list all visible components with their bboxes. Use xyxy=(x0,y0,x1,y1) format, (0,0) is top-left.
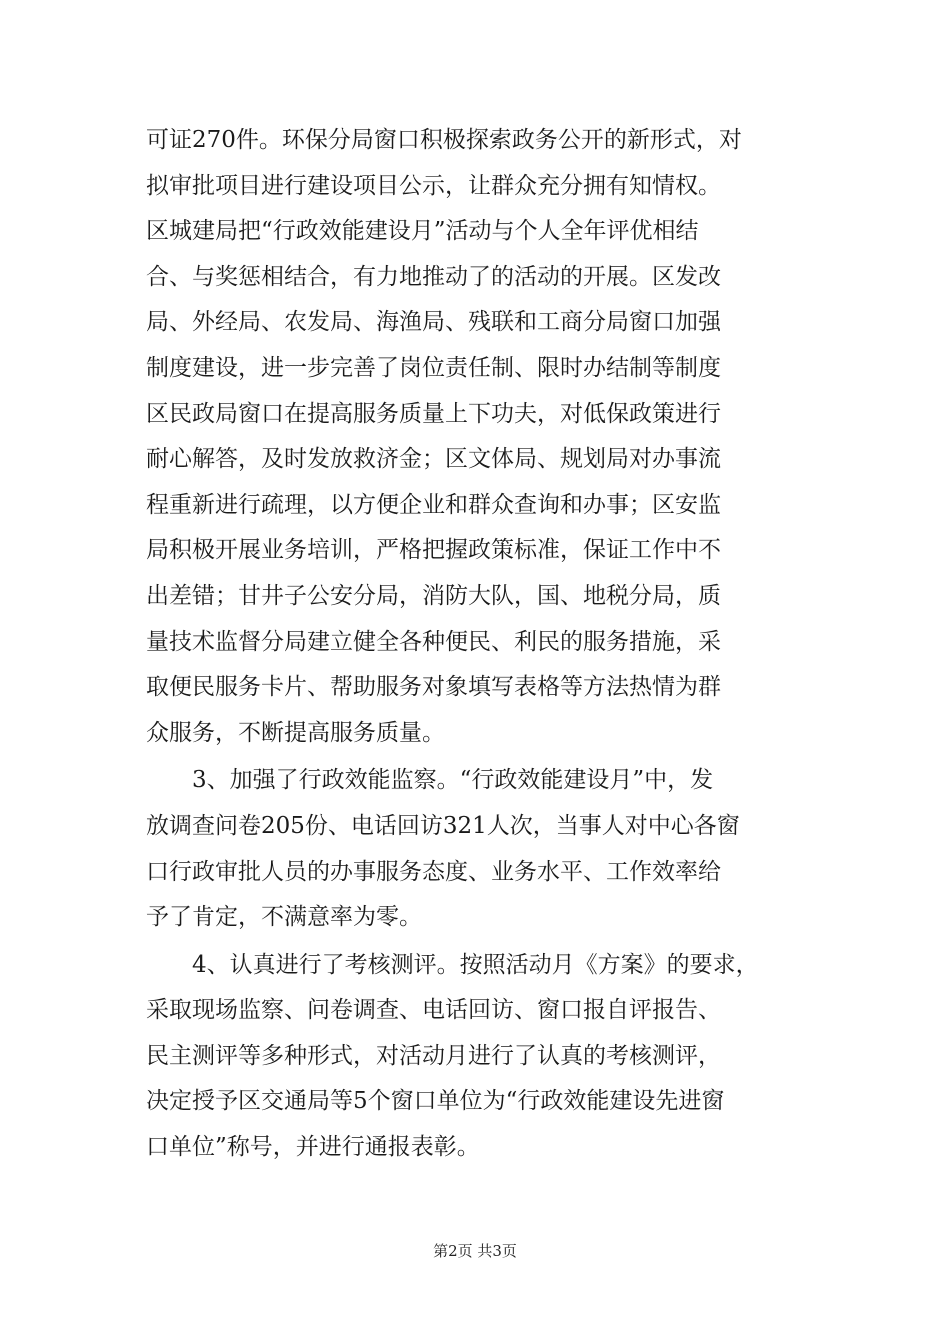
text-line: 量技术监督分局建立健全各种便民、利民的服务措施，采 xyxy=(146,628,721,655)
text-line: 出差错；甘井子公安分局，消防大队，国、地税分局，质 xyxy=(146,582,721,609)
text-line: 区民政局窗口在提高服务质量上下功夫，对低保政策进行 xyxy=(146,400,721,427)
text-line: 决定授予区交通局等5个窗口单位为“行政效能建设先进窗 xyxy=(146,1088,725,1115)
text-line: 采取现场监察、问卷调查、电话回访、窗口报自评报告、 xyxy=(146,997,721,1024)
paragraph-3 xyxy=(146,943,814,1171)
text-line: 3、加强了行政效能监察。“行政效能建设月”中，发 xyxy=(192,767,714,794)
body-text xyxy=(146,118,814,1171)
text-line: 予了肯定，不满意率为零。 xyxy=(146,904,422,931)
text-line: 取便民服务卡片、帮助服务对象填写表格等方法热情为群 xyxy=(146,674,721,701)
page-footer: 第2页 共3页 xyxy=(433,1242,517,1260)
text-line: 放调查问卷205份、电话回访321人次，当事人对中心各窗 xyxy=(146,812,740,839)
text-line: 制度建设，进一步完善了岗位责任制、限时办结制等制度 xyxy=(146,354,721,381)
text-line: 众服务，不断提高服务质量。 xyxy=(146,719,445,746)
text-line: 口单位”称号，并进行通报表彰。 xyxy=(146,1134,480,1161)
text-line: 可证270件。环保分局窗口积极探索政务公开的新形式，对 xyxy=(146,127,742,153)
text-line: 口行政审批人员的办事服务态度、业务水平、工作效率给 xyxy=(146,858,721,885)
text-line: 耐心解答，及时发放救济金；区文体局、规划局对办事流 xyxy=(146,446,721,473)
text-line: 民主测评等多种形式，对活动月进行了认真的考核测评， xyxy=(146,1042,721,1069)
text-line: 局、外经局、农发局、海渔局、残联和工商分局窗口加强 xyxy=(146,309,721,336)
text-line: 程重新进行疏理，以方便企业和群众查询和办事；区安监 xyxy=(146,491,721,518)
paragraph-1 xyxy=(146,118,814,756)
text-line: 拟审批项目进行建设项目公示，让群众充分拥有知情权。 xyxy=(146,172,721,199)
text-line: 4、认真进行了考核测评。按照活动月《方案》的要求， xyxy=(192,951,759,978)
text-line: 合、与奖惩相结合，有力地推动了的活动的开展。区发改 xyxy=(146,263,721,290)
paragraph-2 xyxy=(146,758,814,940)
text-line: 区城建局把“行政效能建设月”活动与个人全年评优相结 xyxy=(146,218,699,245)
text-line: 局积极开展业务培训，严格把握政策标准，保证工作中不 xyxy=(146,537,721,564)
